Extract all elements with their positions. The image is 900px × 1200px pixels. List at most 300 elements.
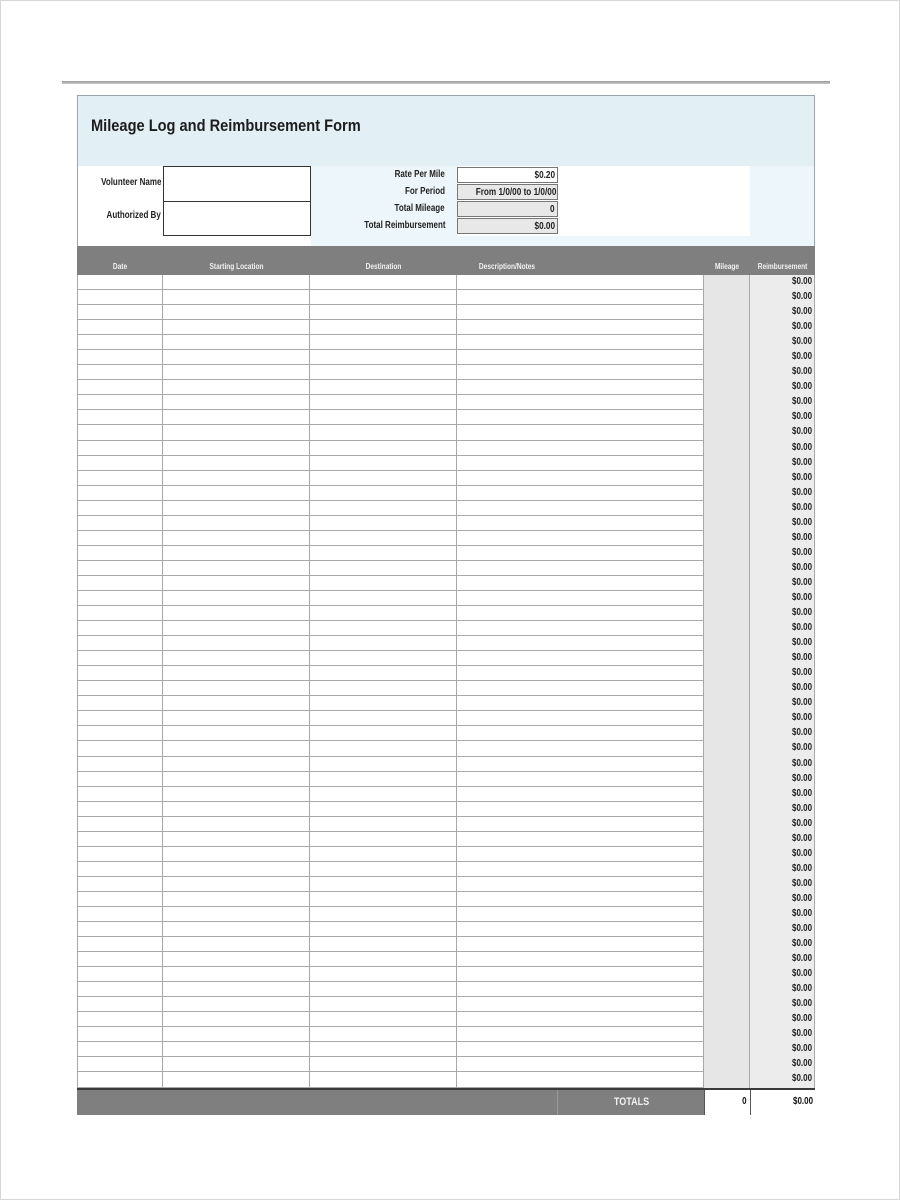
mileage-cell[interactable] [704,952,750,967]
starting-location-cell[interactable] [163,275,310,290]
date-cell[interactable] [77,425,163,440]
description-cell[interactable] [457,471,704,486]
destination-cell[interactable] [310,576,457,591]
mileage-cell[interactable] [704,1057,750,1072]
mileage-cell[interactable] [704,757,750,772]
date-cell[interactable] [77,982,163,997]
starting-location-cell[interactable] [163,952,310,967]
reimbursement-cell [750,681,815,696]
reimbursement-value: $0.00 [791,1058,812,1070]
date-cell[interactable] [77,1042,163,1057]
date-cell[interactable] [77,1027,163,1042]
description-cell[interactable] [457,441,704,456]
date-cell[interactable] [77,1072,163,1087]
description-cell[interactable] [457,711,704,726]
mileage-cell[interactable] [704,726,750,741]
totals-mileage [704,1090,750,1115]
destination-cell[interactable] [310,320,457,335]
mileage-cell[interactable] [704,410,750,425]
destination-cell[interactable] [310,350,457,365]
mileage-cell[interactable] [704,711,750,726]
reimbursement-cell [750,832,815,847]
description-cell[interactable] [457,802,704,817]
description-cell[interactable] [457,350,704,365]
mileage-cell[interactable] [704,546,750,561]
destination-cell[interactable] [310,862,457,877]
date-cell[interactable] [77,636,163,651]
description-cell[interactable] [457,456,704,471]
destination-cell[interactable] [310,621,457,636]
date-cell[interactable] [77,937,163,952]
date-cell[interactable] [77,621,163,636]
starting-location-cell[interactable] [163,937,310,952]
starting-location-cell[interactable] [163,666,310,681]
destination-cell[interactable] [310,967,457,982]
destination-cell[interactable] [310,907,457,922]
starting-location-cell[interactable] [163,1027,310,1042]
mileage-cell[interactable] [704,606,750,621]
destination-cell[interactable] [310,395,457,410]
starting-location-cell[interactable] [163,681,310,696]
mileage-cell[interactable] [704,1042,750,1057]
description-cell[interactable] [457,817,704,832]
date-cell[interactable] [77,290,163,305]
mileage-cell[interactable] [704,576,750,591]
description-cell[interactable] [457,937,704,952]
volunteer-name-field[interactable] [163,166,311,202]
destination-cell[interactable] [310,892,457,907]
destination-cell[interactable] [310,877,457,892]
mileage-cell[interactable] [704,832,750,847]
starting-location-cell[interactable] [163,425,310,440]
description-cell[interactable] [457,591,704,606]
date-cell[interactable] [77,651,163,666]
date-cell[interactable] [77,741,163,756]
description-cell[interactable] [457,907,704,922]
starting-location-cell[interactable] [163,380,310,395]
mileage-cell[interactable] [704,350,750,365]
column-header-starting-location: Starting Location [209,262,264,271]
date-cell[interactable] [77,847,163,862]
starting-location-cell[interactable] [163,591,310,606]
description-cell[interactable] [457,335,704,350]
starting-location-cell[interactable] [163,877,310,892]
mileage-cell[interactable] [704,275,750,290]
starting-location-cell[interactable] [163,787,310,802]
starting-location-cell[interactable] [163,832,310,847]
starting-location-cell[interactable] [163,997,310,1012]
destination-cell[interactable] [310,531,457,546]
destination-cell[interactable] [310,501,457,516]
destination-cell[interactable] [310,546,457,561]
table-row [77,802,815,817]
destination-cell[interactable] [310,696,457,711]
description-cell[interactable] [457,290,704,305]
mileage-cell[interactable] [704,937,750,952]
mileage-cell[interactable] [704,425,750,440]
reimbursement-cell [750,892,815,907]
date-cell[interactable] [77,711,163,726]
reimbursement-value: $0.00 [791,787,812,799]
mileage-cell[interactable] [704,907,750,922]
date-cell[interactable] [77,501,163,516]
date-cell[interactable] [77,997,163,1012]
date-cell[interactable] [77,410,163,425]
mileage-cell[interactable] [704,982,750,997]
destination-cell[interactable] [310,606,457,621]
destination-cell[interactable] [310,410,457,425]
reimbursement-value: $0.00 [791,531,812,543]
description-cell[interactable] [457,395,704,410]
destination-cell[interactable] [310,456,457,471]
destination-cell[interactable] [310,1072,457,1087]
date-cell[interactable] [77,516,163,531]
description-cell[interactable] [457,410,704,425]
mileage-cell[interactable] [704,847,750,862]
destination-cell[interactable] [310,847,457,862]
starting-location-cell[interactable] [163,696,310,711]
mileage-cell[interactable] [704,591,750,606]
destination-cell[interactable] [310,1057,457,1072]
starting-location-cell[interactable] [163,922,310,937]
mileage-cell[interactable] [704,621,750,636]
mileage-cell[interactable] [704,651,750,666]
table-row [77,982,815,997]
reimbursement-value: $0.00 [791,832,812,844]
starting-location-cell[interactable] [163,471,310,486]
description-cell[interactable] [457,606,704,621]
description-cell[interactable] [457,501,704,516]
destination-cell[interactable] [310,636,457,651]
description-cell[interactable] [457,892,704,907]
starting-location-cell[interactable] [163,516,310,531]
starting-location-cell[interactable] [163,1012,310,1027]
mileage-cell[interactable] [704,997,750,1012]
mileage-cell[interactable] [704,441,750,456]
starting-location-cell[interactable] [163,290,310,305]
description-cell[interactable] [457,365,704,380]
mileage-cell[interactable] [704,877,750,892]
date-cell[interactable] [77,787,163,802]
destination-cell[interactable] [310,516,457,531]
mileage-cell[interactable] [704,1012,750,1027]
destination-cell[interactable] [310,275,457,290]
starting-location-cell[interactable] [163,606,310,621]
destination-cell[interactable] [310,380,457,395]
mileage-cell[interactable] [704,290,750,305]
starting-location-cell[interactable] [163,772,310,787]
starting-location-cell[interactable] [163,907,310,922]
date-cell[interactable] [77,456,163,471]
date-cell[interactable] [77,922,163,937]
date-cell[interactable] [77,486,163,501]
date-cell[interactable] [77,591,163,606]
starting-location-cell[interactable] [163,757,310,772]
description-cell[interactable] [457,696,704,711]
starting-location-cell[interactable] [163,410,310,425]
description-cell[interactable] [457,576,704,591]
reimbursement-value: $0.00 [791,983,812,995]
mileage-cell[interactable] [704,1027,750,1042]
mileage-cell[interactable] [704,922,750,937]
starting-location-cell[interactable] [163,817,310,832]
description-cell[interactable] [457,757,704,772]
starting-location-cell[interactable] [163,531,310,546]
mileage-cell[interactable] [704,365,750,380]
starting-location-cell[interactable] [163,365,310,380]
destination-cell[interactable] [310,997,457,1012]
starting-location-cell[interactable] [163,546,310,561]
date-cell[interactable] [77,606,163,621]
destination-cell[interactable] [310,711,457,726]
starting-location-cell[interactable] [163,1072,310,1087]
description-cell[interactable] [457,847,704,862]
table-row [77,757,815,772]
date-cell[interactable] [77,877,163,892]
description-cell[interactable] [457,877,704,892]
mileage-cell[interactable] [704,471,750,486]
description-cell[interactable] [457,305,704,320]
starting-location-cell[interactable] [163,862,310,877]
destination-cell[interactable] [310,772,457,787]
date-cell[interactable] [77,726,163,741]
table-row [77,335,815,350]
date-cell[interactable] [77,305,163,320]
date-cell[interactable] [77,1057,163,1072]
starting-location-cell[interactable] [163,651,310,666]
mileage-cell[interactable] [704,335,750,350]
mileage-cell[interactable] [704,802,750,817]
description-cell[interactable] [457,832,704,847]
date-cell[interactable] [77,350,163,365]
description-cell[interactable] [457,320,704,335]
mileage-cell[interactable] [704,967,750,982]
description-cell[interactable] [457,681,704,696]
description-cell[interactable] [457,1042,704,1057]
mileage-cell[interactable] [704,531,750,546]
starting-location-cell[interactable] [163,802,310,817]
date-cell[interactable] [77,696,163,711]
date-cell[interactable] [77,320,163,335]
date-cell[interactable] [77,681,163,696]
mileage-cell[interactable] [704,516,750,531]
description-cell[interactable] [457,531,704,546]
rate-per-mile-value[interactable] [457,167,558,183]
starting-location-cell[interactable] [163,636,310,651]
mileage-cell[interactable] [704,320,750,335]
reimbursement-value: $0.00 [791,546,812,558]
starting-location-cell[interactable] [163,1057,310,1072]
description-cell[interactable] [457,982,704,997]
date-cell[interactable] [77,862,163,877]
date-cell[interactable] [77,907,163,922]
destination-cell[interactable] [310,787,457,802]
date-cell[interactable] [77,275,163,290]
destination-cell[interactable] [310,802,457,817]
mileage-cell[interactable] [704,772,750,787]
starting-location-cell[interactable] [163,726,310,741]
destination-cell[interactable] [310,1012,457,1027]
authorized-by-field[interactable] [163,201,311,236]
date-cell[interactable] [77,952,163,967]
starting-location-cell[interactable] [163,967,310,982]
destination-cell[interactable] [310,290,457,305]
date-cell[interactable] [77,666,163,681]
date-cell[interactable] [77,365,163,380]
destination-cell[interactable] [310,982,457,997]
description-cell[interactable] [457,741,704,756]
date-cell[interactable] [77,757,163,772]
starting-location-cell[interactable] [163,456,310,471]
description-cell[interactable] [457,275,704,290]
mileage-cell[interactable] [704,395,750,410]
table-row [77,997,815,1012]
description-cell[interactable] [457,425,704,440]
reimbursement-value: $0.00 [791,1073,812,1085]
destination-cell[interactable] [310,937,457,952]
mileage-cell[interactable] [704,486,750,501]
description-cell[interactable] [457,651,704,666]
date-cell[interactable] [77,802,163,817]
reimbursement-value: $0.00 [791,1043,812,1055]
date-cell[interactable] [77,380,163,395]
mileage-cell[interactable] [704,1072,750,1087]
mileage-cell[interactable] [704,741,750,756]
mileage-cell[interactable] [704,380,750,395]
mileage-cell[interactable] [704,696,750,711]
destination-cell[interactable] [310,741,457,756]
starting-location-cell[interactable] [163,395,310,410]
description-cell[interactable] [457,787,704,802]
date-cell[interactable] [77,967,163,982]
mileage-cell[interactable] [704,501,750,516]
starting-location-cell[interactable] [163,305,310,320]
date-cell[interactable] [77,335,163,350]
destination-cell[interactable] [310,441,457,456]
starting-location-cell[interactable] [163,501,310,516]
destination-cell[interactable] [310,817,457,832]
mileage-cell[interactable] [704,561,750,576]
date-cell[interactable] [77,395,163,410]
reimbursement-value: $0.00 [791,757,812,769]
table-row [77,937,815,952]
mileage-cell[interactable] [704,817,750,832]
destination-cell[interactable] [310,486,457,501]
description-cell[interactable] [457,1072,704,1087]
date-cell[interactable] [77,561,163,576]
description-cell[interactable] [457,952,704,967]
date-cell[interactable] [77,772,163,787]
destination-cell[interactable] [310,1027,457,1042]
date-cell[interactable] [77,1012,163,1027]
description-cell[interactable] [457,621,704,636]
mileage-cell[interactable] [704,787,750,802]
destination-cell[interactable] [310,335,457,350]
table-row [77,832,815,847]
destination-cell[interactable] [310,952,457,967]
description-cell[interactable] [457,922,704,937]
date-cell[interactable] [77,471,163,486]
destination-cell[interactable] [310,1042,457,1057]
description-cell[interactable] [457,967,704,982]
date-cell[interactable] [77,546,163,561]
date-cell[interactable] [77,531,163,546]
destination-cell[interactable] [310,681,457,696]
date-cell[interactable] [77,892,163,907]
for-period-text: From 1/0/00 to 1/0/00 [475,187,557,198]
destination-cell[interactable] [310,726,457,741]
date-cell[interactable] [77,441,163,456]
description-cell[interactable] [457,772,704,787]
starting-location-cell[interactable] [163,576,310,591]
mileage-cell[interactable] [704,666,750,681]
description-cell[interactable] [457,516,704,531]
description-cell[interactable] [457,546,704,561]
date-cell[interactable] [77,817,163,832]
table-row [77,516,815,531]
destination-cell[interactable] [310,425,457,440]
description-cell[interactable] [457,726,704,741]
date-cell[interactable] [77,832,163,847]
mileage-cell[interactable] [704,456,750,471]
description-cell[interactable] [457,666,704,681]
starting-location-cell[interactable] [163,711,310,726]
destination-cell[interactable] [310,305,457,320]
mileage-cell[interactable] [704,892,750,907]
title-band [77,95,815,167]
starting-location-cell[interactable] [163,561,310,576]
mileage-cell[interactable] [704,862,750,877]
description-cell[interactable] [457,1027,704,1042]
mileage-cell[interactable] [704,681,750,696]
starting-location-cell[interactable] [163,982,310,997]
destination-cell[interactable] [310,832,457,847]
description-cell[interactable] [457,862,704,877]
destination-cell[interactable] [310,591,457,606]
destination-cell[interactable] [310,922,457,937]
destination-cell[interactable] [310,471,457,486]
starting-location-cell[interactable] [163,847,310,862]
destination-cell[interactable] [310,561,457,576]
starting-location-cell[interactable] [163,320,310,335]
mileage-cell[interactable] [704,305,750,320]
starting-location-cell[interactable] [163,892,310,907]
description-cell[interactable] [457,1057,704,1072]
description-cell[interactable] [457,1012,704,1027]
destination-cell[interactable] [310,757,457,772]
starting-location-cell[interactable] [163,350,310,365]
destination-cell[interactable] [310,365,457,380]
description-cell[interactable] [457,561,704,576]
starting-location-cell[interactable] [163,441,310,456]
starting-location-cell[interactable] [163,486,310,501]
starting-location-cell[interactable] [163,741,310,756]
reimbursement-value: $0.00 [791,291,812,303]
mileage-cell[interactable] [704,636,750,651]
reimbursement-cell [750,305,815,320]
description-cell[interactable] [457,997,704,1012]
destination-cell[interactable] [310,666,457,681]
description-cell[interactable] [457,380,704,395]
starting-location-cell[interactable] [163,1042,310,1057]
destination-cell[interactable] [310,651,457,666]
starting-location-cell[interactable] [163,621,310,636]
description-cell[interactable] [457,486,704,501]
starting-location-cell[interactable] [163,335,310,350]
description-cell[interactable] [457,636,704,651]
table-row [77,651,815,666]
date-cell[interactable] [77,576,163,591]
